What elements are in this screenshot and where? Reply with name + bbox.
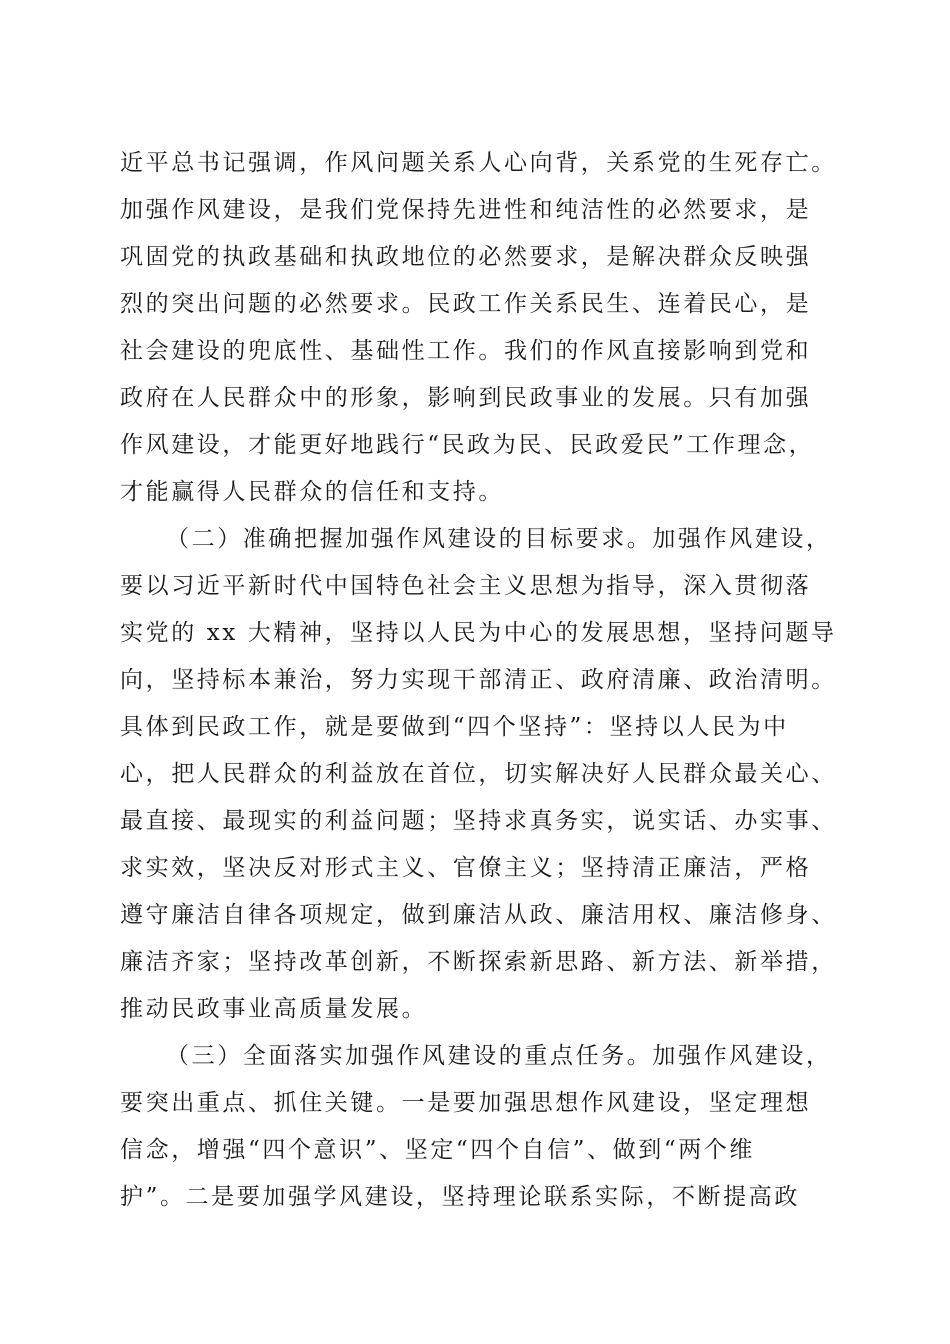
text-line: 烈的突出问题的必然要求。民政工作关系民生、连着民心，是: [120, 291, 812, 317]
text-line: 信念，增强“四个意识”、坚定“四个自信”、做到“两个维: [120, 1137, 755, 1163]
text-line: 向，坚持标本兼治，努力实现干部清正、政府清廉、政治清明。: [120, 667, 837, 693]
paragraph-continuation: [120, 140, 840, 516]
text-line: 巩固党的执政基础和执政地位的必然要求，是解决群众反映强: [120, 244, 812, 270]
text-line: 廉洁齐家；坚持改革创新，不断探索新思路、新方法、新举措，: [120, 949, 837, 975]
text-line: 实党的 xx 大精神，坚持以人民为中心的发展思想，坚持问题导: [120, 620, 837, 646]
document-body: [120, 140, 840, 1221]
text-line: 具体到民政工作，就是要做到“四个坚持”：坚持以人民为中: [120, 714, 789, 740]
text-line: 推动民政事业高质量发展。: [120, 996, 428, 1022]
text-line: 最直接、最现实的利益问题；坚持求真务实，说实话、办实事、: [120, 808, 837, 834]
paragraph-section-3: [120, 1033, 840, 1221]
text-line: 政府在人民群众中的形象，影响到民政事业的发展。只有加强: [120, 385, 812, 411]
section-heading-line: （二）准确把握加强作风建设的目标要求。加强作风建设，: [166, 526, 832, 552]
text-line: 护”。二是要加强学风建设，坚持理论联系实际，不断提高政: [120, 1184, 800, 1210]
text-line: 社会建设的兜底性、基础性工作。我们的作风直接影响到党和: [120, 338, 812, 364]
text-line: 要以习近平新时代中国特色社会主义思想为指导，深入贯彻落: [120, 573, 812, 599]
text-line: 加强作风建设，是我们党保持先进性和纯洁性的必然要求，是: [120, 197, 812, 223]
section-heading-line: （三）全面落实加强作风建设的重点任务。加强作风建设，: [166, 1043, 832, 1069]
text-line: 心，把人民群众的利益放在首位，切实解决好人民群众最关心、: [120, 761, 837, 787]
text-line: 才能赢得人民群众的信任和支持。: [120, 479, 504, 505]
paragraph-section-2: [120, 516, 840, 1033]
text-line: 求实效，坚决反对形式主义、官僚主义；坚持清正廉洁，严格: [120, 855, 812, 881]
text-line: 近平总书记强调，作风问题关系人心向背，关系党的生死存亡。: [120, 150, 837, 176]
text-line: 要突出重点、抓住关键。一是要加强思想作风建设，坚定理想: [120, 1090, 812, 1116]
text-line: 作风建设，才能更好地践行“民政为民、民政爱民”工作理念，: [120, 432, 815, 458]
text-line: 遵守廉洁自律各项规定，做到廉洁从政、廉洁用权、廉洁修身、: [120, 902, 837, 928]
